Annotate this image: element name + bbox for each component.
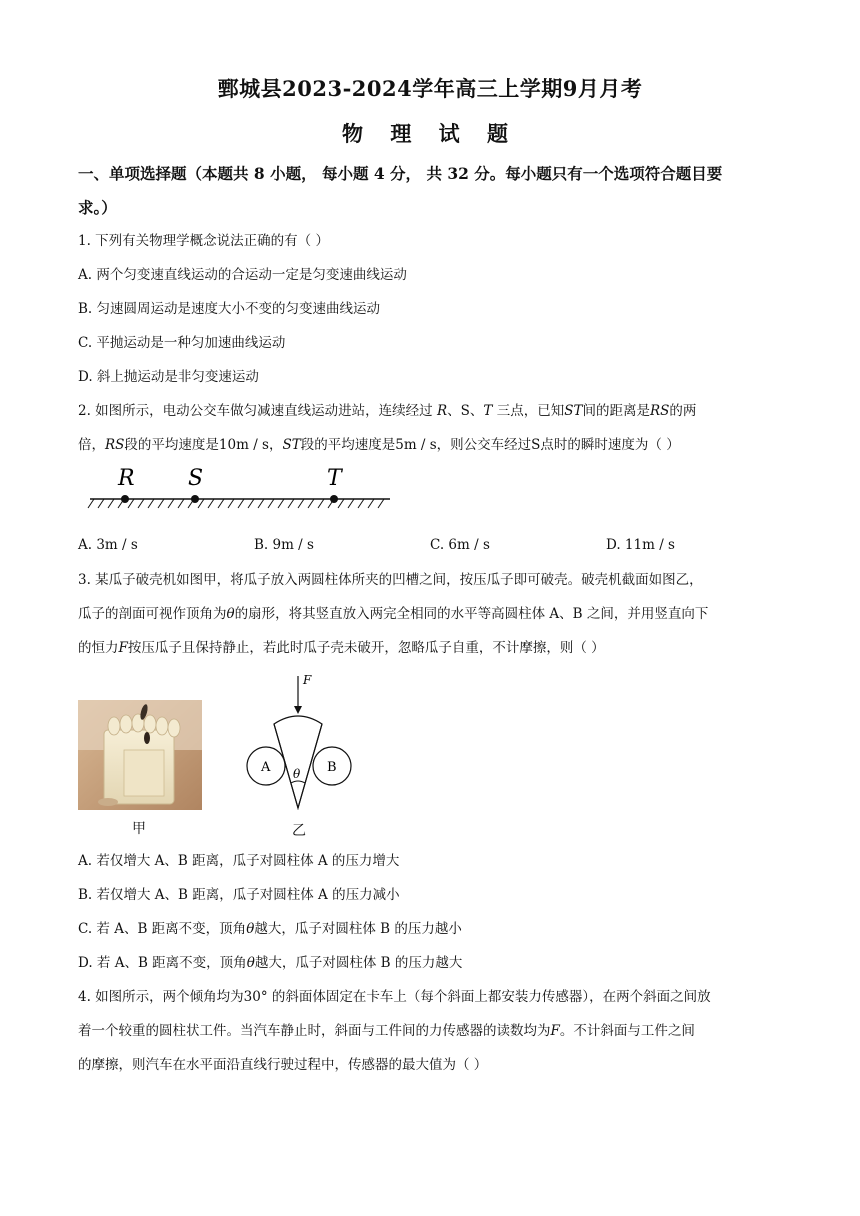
road-hatching: [88, 499, 384, 508]
q3-stem-line1: 3. 某瓜子破壳机如图甲，将瓜子放入两圆柱体所夹的凹槽之间，按压瓜子即可破壳。破壳机截面如图乙，: [78, 572, 703, 588]
q2-text: 间的距离是: [582, 403, 650, 419]
q3-text: 瓜子的剖面可视作顶角为: [78, 606, 227, 622]
q3-stem-line2: [78, 604, 708, 624]
q2-symbol-r: R: [436, 403, 448, 419]
section-heading-line2: 求。）: [78, 198, 117, 217]
q2-road-figure: [80, 460, 400, 520]
q1-option-a: A. 两个匀变速直线运动的合运动一定是匀变速曲线运动: [78, 267, 407, 283]
q3-symbol-theta: θ: [246, 955, 255, 971]
q3-symbol-theta: θ: [246, 921, 255, 937]
page-subtitle: 物 理 试 题: [342, 121, 518, 146]
q3-text: D. 若 A、B 距离不变，顶角: [78, 955, 247, 971]
q3-text: 越大，瓜子对圆柱体 B 的压力越大: [254, 955, 463, 971]
q3-text: 的扇形，将其竖直放入两完全相同的水平等高圆柱体 A、B 之间，并用竖直向下: [234, 606, 709, 622]
figure-yi-caption: 乙: [292, 823, 306, 839]
q2-stem-line2: [78, 435, 680, 455]
q4-symbol-f: F: [550, 1023, 560, 1039]
q1-option-d: D. 斜上抛运动是非匀变速运动: [78, 369, 259, 385]
q2-text: 段的平均速度是10m / s，: [124, 437, 283, 453]
q2-option-d: D. 11m / s: [606, 537, 675, 553]
q2-text: 、S、: [447, 403, 484, 419]
q2-option-a: A. 3m / s: [78, 537, 138, 553]
q2-symbol-rs: RS: [649, 403, 670, 419]
q4-stem-line1: 4. 如图所示，两个倾角均为30° 的斜面体固定在卡车上（每个斜面上都安装力传感器），在两个斜面之间放: [78, 989, 711, 1005]
label-b: B: [327, 760, 337, 775]
label-r: R: [118, 466, 135, 491]
q4-text: 着一个较重的圆柱状工件。当汽车静止时，斜面与工件间的力传感器的读数均为: [78, 1023, 551, 1039]
q3-option-c: [78, 919, 462, 939]
force-label-f: F: [303, 673, 312, 687]
q2-option-c: C. 6m / s: [430, 537, 490, 553]
q4-stem-line2: [78, 1021, 695, 1041]
q3-text: 按压瓜子且保持静止，若此时瓜子壳未破开，忽略瓜子自重，不计摩擦，则（ ）: [127, 640, 605, 656]
figure-jia-caption: 甲: [132, 821, 146, 837]
q3-symbol-theta: θ: [226, 606, 235, 622]
page-title: 鄄城县2023-2024学年高三上学期9月月考: [217, 76, 643, 101]
q2-stem-line1: [78, 401, 696, 421]
q3-stem-line3: [78, 638, 605, 658]
q3-text: 越大，瓜子对圆柱体 B 的压力越小: [254, 921, 462, 937]
q2-symbol-rs: RS: [105, 437, 125, 453]
point-t: [330, 495, 338, 503]
point-r: [121, 495, 129, 503]
q2-text: 倍，: [78, 437, 105, 453]
q1-stem: 1. 下列有关物理学概念说法正确的有（ ）: [78, 233, 329, 249]
cracker-cross-section-diagram: [240, 668, 360, 814]
q3-symbol-f: F: [118, 640, 128, 656]
q4-stem-line3: 的摩擦，则汽车在水平面沿直线行驶过程中，传感器的最大值为（ ）: [78, 1057, 488, 1073]
q1-option-b: B. 匀速圆周运动是速度大小不变的匀变速曲线运动: [78, 301, 381, 317]
q2-symbol-st: ST: [564, 403, 583, 419]
q2-symbol-st: ST: [282, 437, 301, 453]
q1-option-c: C. 平抛运动是一种匀加速曲线运动: [78, 335, 286, 351]
q2-option-b: B. 9m / s: [254, 537, 314, 553]
q2-text: 的两: [669, 403, 697, 419]
sunflower-seed-cracker-photo: [78, 700, 202, 810]
q3-text: 的恒力: [78, 640, 119, 656]
q3-option-a: A. 若仅增大 A、B 距离，瓜子对圆柱体 A 的压力增大: [78, 853, 400, 869]
q2-text: 2. 如图所示，电动公交车做匀减速直线运动进站，连续经过: [78, 403, 433, 419]
q2-text: 段的平均速度是5m / s，则公交车经过S点时的瞬时速度为（ ）: [300, 437, 680, 453]
q3-text: C. 若 A、B 距离不变，顶角: [78, 921, 247, 937]
q4-text: 。不计斜面与工件之间: [559, 1023, 695, 1039]
label-s: S: [188, 466, 204, 491]
q3-option-d: [78, 953, 462, 973]
q2-symbol-t: T: [483, 403, 493, 419]
label-theta: θ: [293, 767, 301, 781]
force-arrowhead: [294, 706, 302, 714]
q2-text: 三点，已知: [496, 403, 565, 419]
section-heading-line1: 一、单项选择题（本题共 8 小题， 每小题 4 分， 共 32 分。每小题只有一个选项符合题目要: [78, 164, 723, 183]
label-t: T: [327, 466, 342, 491]
label-a: A: [261, 760, 271, 775]
q3-option-b: B. 若仅增大 A、B 距离，瓜子对圆柱体 A 的压力减小: [78, 887, 400, 903]
point-s: [191, 495, 199, 503]
